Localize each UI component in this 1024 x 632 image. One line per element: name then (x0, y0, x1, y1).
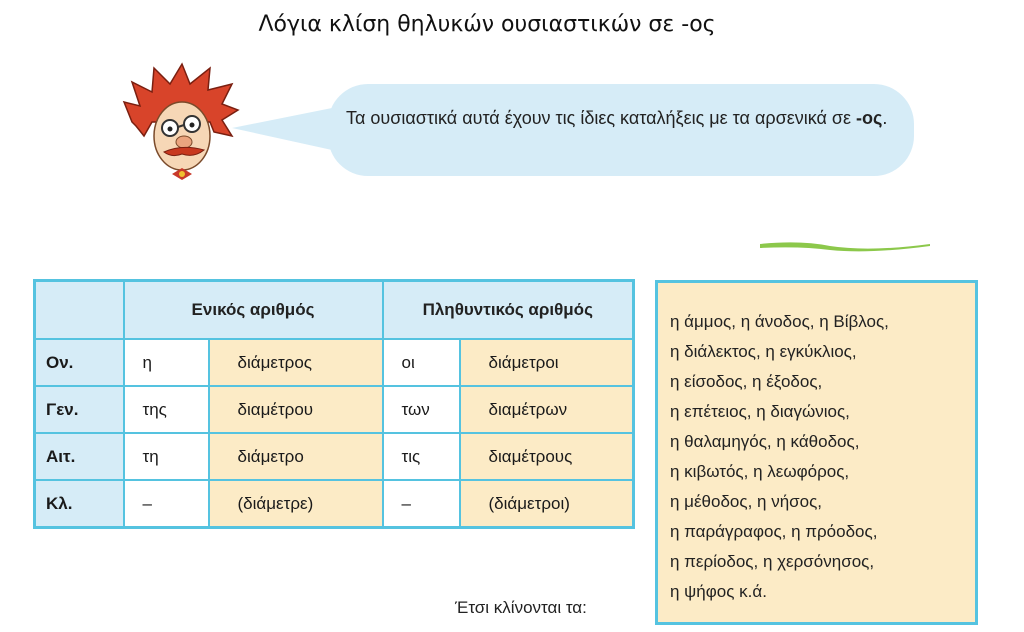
plural-header: Πληθυντικός αριθμός (383, 281, 634, 340)
word-list-line: η άμμος, η άνοδος, η Βίβλος, (670, 312, 889, 331)
word-list-box (655, 280, 978, 625)
singular-article: η (124, 339, 209, 386)
bold-ending: -ος (856, 108, 883, 128)
word-list-line: η θαλαμηγός, η κάθοδος, (670, 432, 860, 451)
word-list-line: η είσοδος, η έξοδος, (670, 372, 823, 391)
singular-header: Ενικός αριθμός (124, 281, 383, 340)
word-list-line: η μέθοδος, η νήσος, (670, 492, 823, 511)
singular-article: – (124, 480, 209, 528)
singular-form: διάμετρος (209, 339, 383, 386)
word-list-line: η ψήφος κ.ά. (670, 582, 767, 601)
leaf-decoration (760, 240, 930, 252)
singular-article: της (124, 386, 209, 433)
plural-form: διαμέτρους (460, 433, 634, 480)
singular-form: διάμετρο (209, 433, 383, 480)
word-list-line: η παράγραφος, η πρόοδος, (670, 522, 878, 541)
table-corner-cell (35, 281, 124, 340)
word-list-line: η περίοδος, η χερσόνησος, (670, 552, 875, 571)
case-label: Κλ. (35, 480, 124, 528)
table-row (35, 480, 634, 528)
plural-form: (διάμετροι) (460, 480, 634, 528)
case-label: Ον. (35, 339, 124, 386)
plural-article: των (383, 386, 460, 433)
professor-illustration (122, 62, 240, 184)
word-list-line: η κιβωτός, η λεωφόρος, (670, 462, 850, 481)
word-list-line: η διάλεκτος, η εγκύκλιος, (670, 342, 857, 361)
table-row (35, 386, 634, 433)
singular-article: τη (124, 433, 209, 480)
word-list-caption: Έτσι κλίνονται τα: (455, 598, 587, 617)
plural-form: διαμέτρων (460, 386, 634, 433)
plural-article: τις (383, 433, 460, 480)
table-row (35, 339, 634, 386)
plural-article: οι (383, 339, 460, 386)
speech-bubble-tail (232, 108, 332, 150)
plural-form: διάμετροι (460, 339, 634, 386)
table-row (35, 433, 634, 480)
case-label: Γεν. (35, 386, 124, 433)
case-label: Αιτ. (35, 433, 124, 480)
speech-bubble-text: Τα ουσιαστικά αυτά έχουν τις ίδιες καταλήξεις με τα αρσενικά σε -ος. (346, 108, 888, 128)
page-title: Λόγια κλίση θηλυκών ουσιαστικών σε -ος (258, 12, 716, 37)
singular-form: διαμέτρου (209, 386, 383, 433)
table-header-row (35, 281, 634, 340)
word-list-line: η επέτειος, η διαγώνιος, (670, 402, 850, 421)
declension-table (33, 279, 635, 529)
singular-form: (διάμετρε) (209, 480, 383, 528)
plural-article: – (383, 480, 460, 528)
